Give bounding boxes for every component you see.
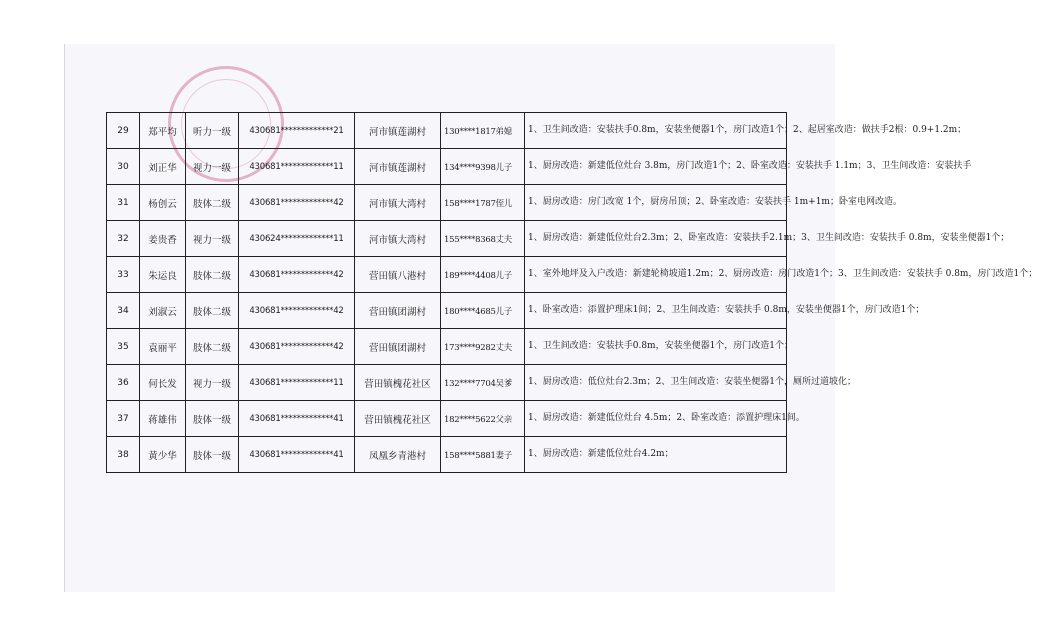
contact-phone-cell: 180****4685儿子 [441, 293, 525, 329]
village-cell: 营田镇槐花社区 [355, 365, 441, 401]
renovation-plan-cell: 1、厨房改造：新建低位灶台 3.8m，房门改造1个；2、卧室改造：安装扶手 1.1m；3、卫生间改造：安装扶手 [525, 149, 787, 185]
person-name-cell: 蒋雄伟 [140, 401, 186, 437]
contact-phone-cell: 155****8368丈夫 [441, 221, 525, 257]
table-row [107, 257, 787, 293]
disability-level-cell: 肢体一级 [186, 437, 239, 473]
village-cell: 营田镇团湖村 [355, 329, 441, 365]
contact-phone-cell: 130****1817弟媳 [441, 113, 525, 149]
row-number-cell: 32 [107, 221, 140, 257]
person-name-cell: 刘正华 [140, 149, 186, 185]
village-cell: 河市镇莲湖村 [355, 113, 441, 149]
disability-level-cell: 肢体二级 [186, 293, 239, 329]
village-cell: 营田镇槐花社区 [355, 401, 441, 437]
row-number-cell: 34 [107, 293, 140, 329]
table-row [107, 149, 787, 185]
id-number-cell: 430681*************11 [239, 149, 355, 185]
village-cell: 营田镇八港村 [355, 257, 441, 293]
contact-phone-cell: 182****5622父亲 [441, 401, 525, 437]
row-number-cell: 33 [107, 257, 140, 293]
row-number-cell: 30 [107, 149, 140, 185]
disability-level-cell: 肢体二级 [186, 185, 239, 221]
table-body [107, 113, 1037, 473]
village-cell: 河市镇莲湖村 [355, 149, 441, 185]
person-name-cell: 黄少华 [140, 437, 186, 473]
id-number-cell: 430681*************41 [239, 437, 355, 473]
id-number-cell: 430681*************42 [239, 185, 355, 221]
table-row [107, 221, 787, 257]
renovation-plan-cell: 1、卫生间改造：安装扶手0.8m，安装坐便器1个，房门改造1个； [525, 329, 787, 365]
id-number-cell: 430681*************41 [239, 401, 355, 437]
village-cell: 河市镇大湾村 [355, 221, 441, 257]
village-cell: 营田镇团湖村 [355, 293, 441, 329]
disability-level-cell: 视力一级 [186, 365, 239, 401]
renovation-plan-cell: 1、卧室改造：添置护理床1间；2、卫生间改造：安装扶手 0.8m，安装坐便器1个，房门改造1个； [525, 293, 787, 329]
renovation-plan-cell: 1、厨房改造：低位灶台2.3m；2、卫生间改造：安装坐便器1个，厕所过道坡化； [525, 365, 787, 401]
id-number-cell: 430681*************42 [239, 293, 355, 329]
row-number-cell: 38 [107, 437, 140, 473]
id-number-cell: 430624*************11 [239, 221, 355, 257]
renovation-records-table [106, 112, 1037, 473]
disability-level-cell: 视力一级 [186, 221, 239, 257]
contact-phone-cell: 158****5881妻子 [441, 437, 525, 473]
table-row [107, 293, 787, 329]
person-name-cell: 何长发 [140, 365, 186, 401]
id-number-cell: 430681*************42 [239, 257, 355, 293]
table-row [107, 365, 787, 401]
contact-phone-cell: 189****4408儿子 [441, 257, 525, 293]
table-row [107, 185, 787, 221]
village-cell: 凤凰乡青港村 [355, 437, 441, 473]
row-number-cell: 29 [107, 113, 140, 149]
row-number-cell: 36 [107, 365, 140, 401]
disability-level-cell: 肢体一级 [186, 401, 239, 437]
id-number-cell: 430681*************11 [239, 365, 355, 401]
table-row [107, 113, 787, 149]
disability-level-cell: 听力一级 [186, 113, 239, 149]
contact-phone-cell: 134****9398儿子 [441, 149, 525, 185]
person-name-cell: 刘淑云 [140, 293, 186, 329]
row-number-cell: 37 [107, 401, 140, 437]
table-row [107, 329, 787, 365]
disability-level-cell: 肢体二级 [186, 329, 239, 365]
disability-level-cell: 肢体二级 [186, 257, 239, 293]
renovation-plan-cell: 1、厨房改造：新建低位灶台 4.5m；2、卧室改造：添置护理床1间。 [525, 401, 787, 437]
renovation-plan-cell: 1、室外地坪及入户改造：新建轮椅坡道1.2m；2、厨房改造：房门改造1个；3、卫生间改造：安装扶手 0.8m，房门改造1个； [525, 257, 787, 293]
row-number-cell: 31 [107, 185, 140, 221]
renovation-plan-cell: 1、卫生间改造：安装扶手0.8m，安装坐便器1个，房门改造1个；2、起居室改造：做扶手2根：0.9+1.2m； [525, 113, 787, 149]
renovation-plan-cell: 1、厨房改造：新建低位灶台2.3m；2、卧室改造：安装扶手2.1m；3、卫生间改造：安装扶手 0.8m，安装坐便器1个； [525, 221, 787, 257]
village-cell: 河市镇大湾村 [355, 185, 441, 221]
contact-phone-cell: 132****7704吴爹 [441, 365, 525, 401]
contact-phone-cell: 173****9282丈夫 [441, 329, 525, 365]
table-row [107, 401, 787, 437]
person-name-cell: 姜贵香 [140, 221, 186, 257]
person-name-cell: 朱运良 [140, 257, 186, 293]
contact-phone-cell: 158****1787侄儿 [441, 185, 525, 221]
person-name-cell: 郑平均 [140, 113, 186, 149]
id-number-cell: 430681*************21 [239, 113, 355, 149]
person-name-cell: 杨创云 [140, 185, 186, 221]
renovation-plan-cell: 1、厨房改造：房门改宽 1个，厨房吊顶；2、卧室改造：安装扶手 1m+1m；卧室电网改造。 [525, 185, 787, 221]
person-name-cell: 袁丽平 [140, 329, 186, 365]
id-number-cell: 430681*************42 [239, 329, 355, 365]
row-number-cell: 35 [107, 329, 140, 365]
disability-level-cell: 视力一级 [186, 149, 239, 185]
renovation-plan-cell: 1、厨房改造：新建低位灶台4.2m； [525, 437, 787, 473]
table-row [107, 437, 787, 473]
